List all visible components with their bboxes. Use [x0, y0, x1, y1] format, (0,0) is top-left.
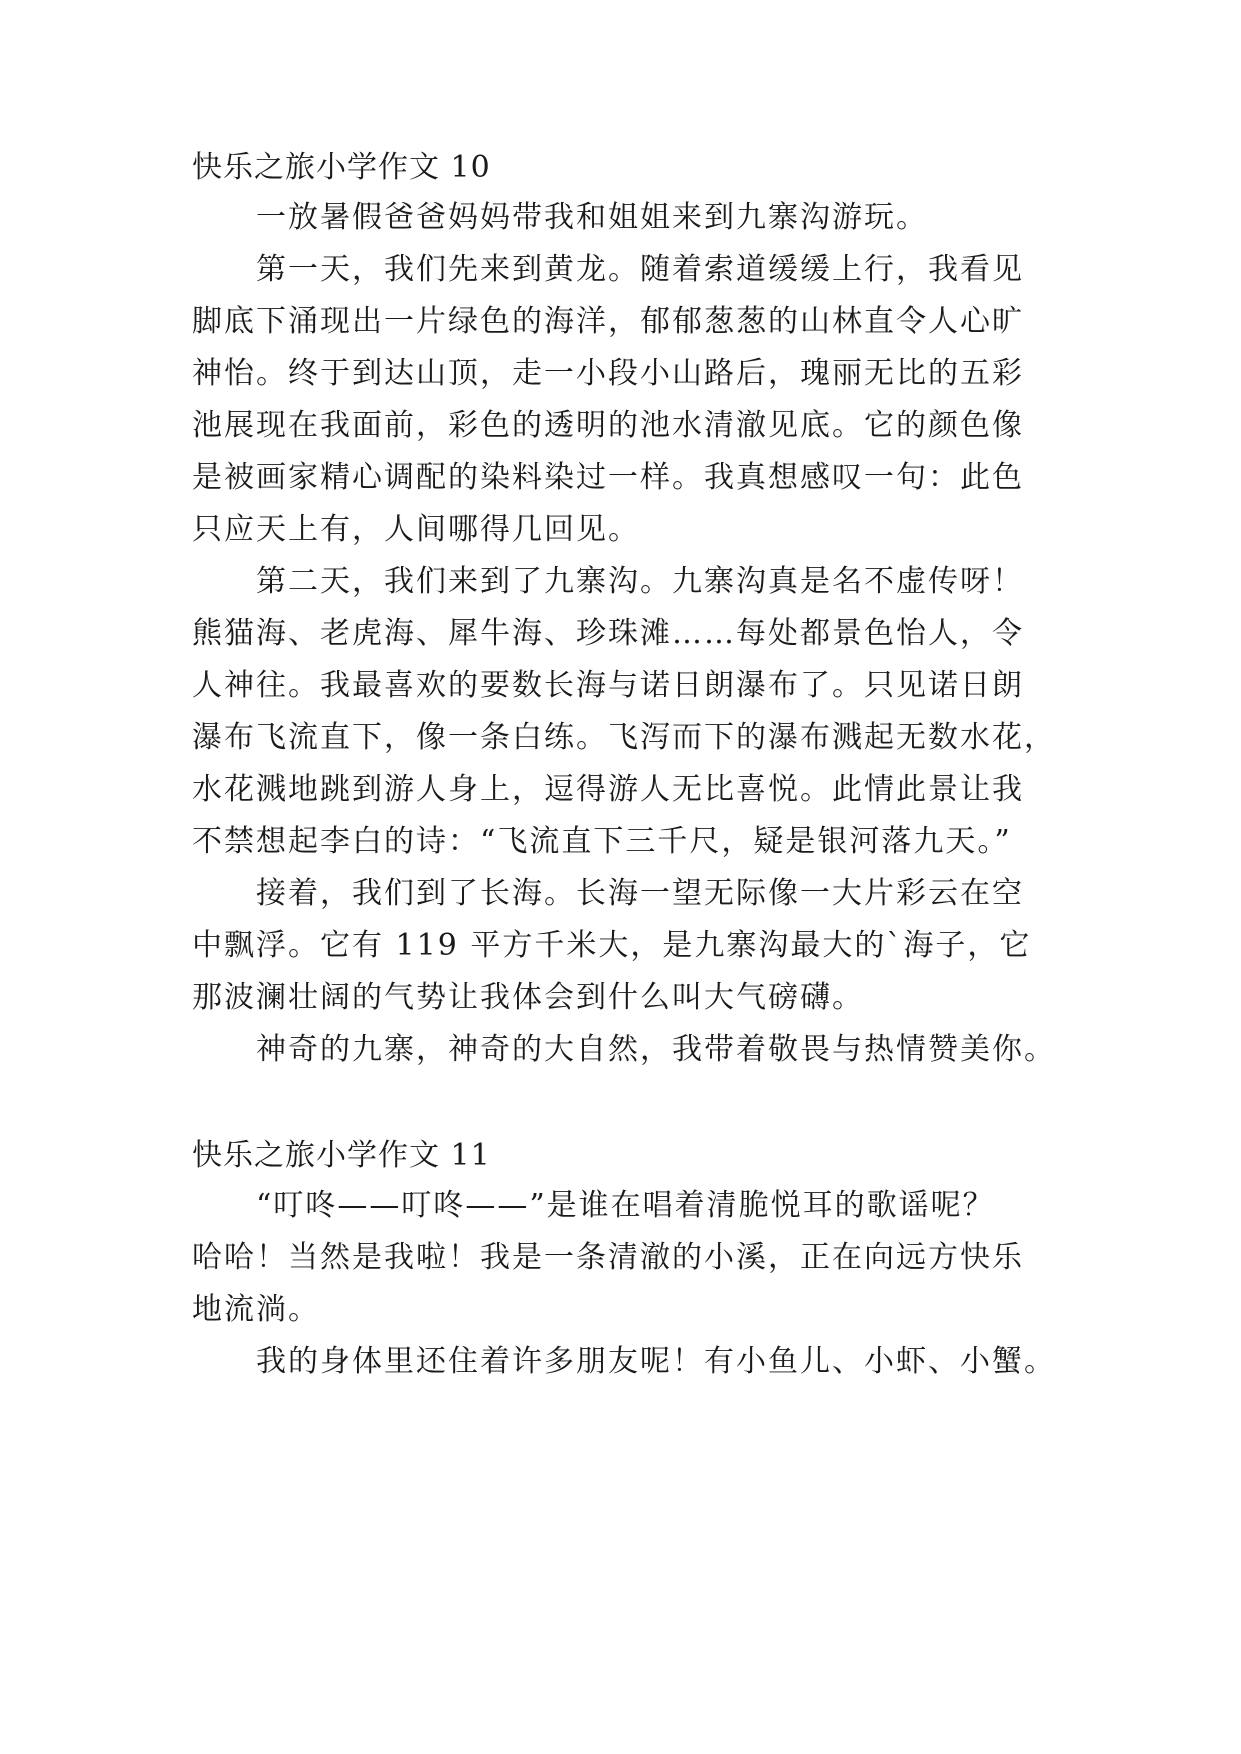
paragraph-line: 地流淌。 [192, 1292, 320, 1327]
paragraph-line: 是被画家精心调配的染料染过一样。我真想感叹一句：此色 [192, 460, 1024, 495]
essay-title: 快乐之旅小学作文 10 [192, 150, 491, 185]
paragraph-line: 脚底下涌现出一片绿色的海洋，郁郁葱葱的山林直令人心旷 [192, 304, 1024, 339]
paragraph-line: 我的身体里还住着许多朋友呢！有小鱼儿、小虾、小蟹。 [256, 1344, 1056, 1379]
paragraph-line: 第一天，我们先来到黄龙。随着索道缓缓上行，我看见 [256, 252, 1024, 287]
paragraph-line: 那波澜壮阔的气势让我体会到什么叫大气磅礴。 [192, 980, 864, 1015]
paragraph-line: 瀑布飞流直下，像一条白练。飞泻而下的瀑布溅起无数水花， [192, 720, 1056, 755]
paragraph-line: 接着，我们到了长海。长海一望无际像一大片彩云在空 [256, 876, 1024, 911]
paragraph-line: 第二天，我们来到了九寨沟。九寨沟真是名不虚传呀！ [256, 564, 1024, 599]
paragraph-line: 人神往。我最喜欢的要数长海与诺日朗瀑布了。只见诺日朗 [192, 668, 1024, 703]
paragraph-line: 中飘浮。它有 119 平方千米大，是九寨沟最大的`海子，它 [192, 928, 1032, 963]
paragraph-line: 哈哈！当然是我啦！我是一条清澈的小溪，正在向远方快乐 [192, 1240, 1024, 1275]
paragraph-line: 只应天上有，人间哪得几回见。 [192, 512, 640, 547]
paragraph-line: 一放暑假爸爸妈妈带我和姐姐来到九寨沟游玩。 [256, 200, 928, 235]
paragraph-line: 水花溅地跳到游人身上，逗得游人无比喜悦。此情此景让我 [192, 772, 1024, 807]
paragraph-line: “叮咚——叮咚——”是谁在唱着清脆悦耳的歌谣呢？ [256, 1188, 995, 1223]
paragraph-line: 不禁想起李白的诗：“飞流直下三千尺，疑是银河落九天。” [192, 824, 1012, 859]
paragraph-line: 池展现在我面前，彩色的透明的池水清澈见底。它的颜色像 [192, 408, 1024, 443]
paragraph-line: 神奇的九寨，神奇的大自然，我带着敬畏与热情赞美你。 [256, 1032, 1056, 1067]
paragraph-line: 神怡。终于到达山顶，走一小段小山路后，瑰丽无比的五彩 [192, 356, 1024, 391]
paragraph-line: 熊猫海、老虎海、犀牛海、珍珠滩……每处都景色怡人，令 [192, 616, 1024, 651]
essay-title: 快乐之旅小学作文 11 [192, 1138, 491, 1173]
